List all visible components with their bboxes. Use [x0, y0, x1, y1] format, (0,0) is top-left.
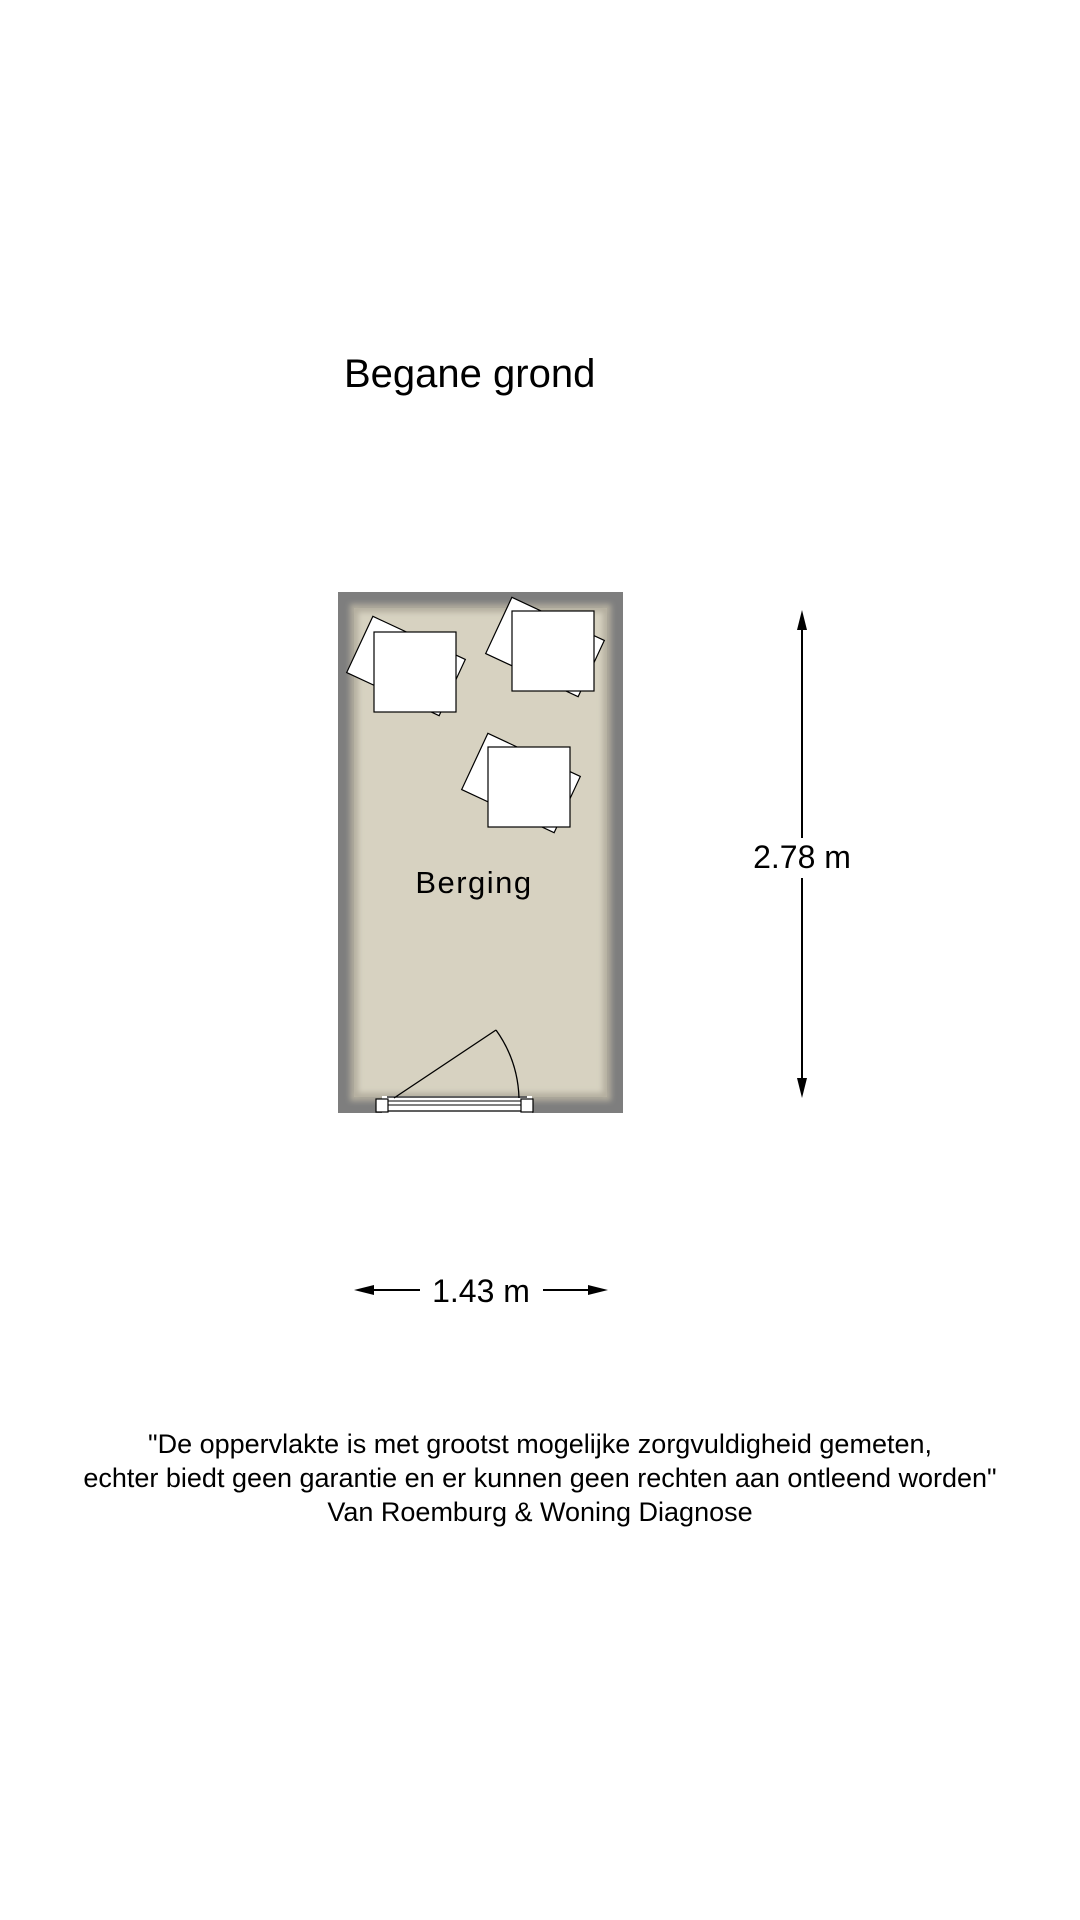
disclaimer-line: "De oppervlakte is met grootst mogelijke zorgvuldigheid gemeten,: [148, 1429, 932, 1459]
disclaimer-line: echter biedt geen garantie en er kunnen geen rechten aan ontleend worden": [83, 1463, 997, 1493]
floor-title: Begane grond: [344, 352, 596, 396]
room-label: Berging: [415, 865, 533, 900]
arrow-icon: [588, 1285, 608, 1295]
arrow-icon: [797, 610, 807, 630]
arrow-icon: [354, 1285, 374, 1295]
disclaimer: [0, 1427, 1080, 1529]
width-dimension: [354, 1273, 608, 1309]
width-label: 1.43 m: [432, 1273, 530, 1309]
arrow-icon: [797, 1078, 807, 1098]
height-label: 2.78 m: [753, 839, 851, 875]
height-dimension: [753, 610, 851, 1098]
disclaimer-line: Van Roemburg & Woning Diagnose: [327, 1497, 753, 1527]
